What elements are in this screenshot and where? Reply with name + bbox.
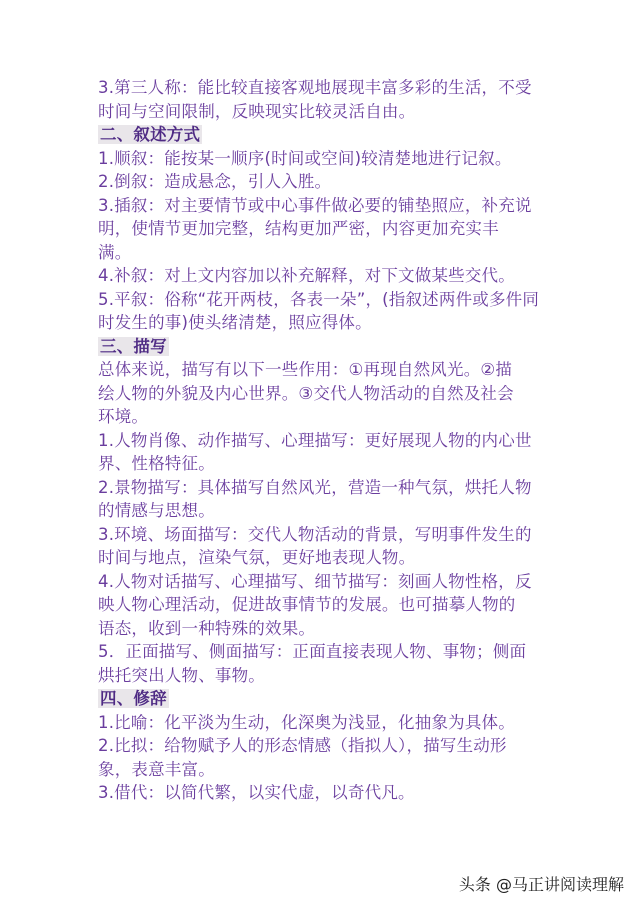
text-line: 3.环境、场面描写：交代人物活动的背景，写明事件发生的 bbox=[98, 524, 532, 544]
text-line: 满。 bbox=[98, 242, 132, 262]
text-line: 4.补叙：对上文内容加以补充解释，对下文做某些交代。 bbox=[98, 266, 515, 285]
section-heading bbox=[98, 687, 553, 711]
text-line: 时间与空间限制，反映现实比较灵活自由。 bbox=[98, 101, 416, 121]
text-line: 1.顺叙：能按某一顺序(时间或空间)较清楚地进行记叙。 bbox=[98, 148, 512, 168]
text-line: 象，表意丰富。 bbox=[98, 759, 215, 779]
text-line: 5.平叙：俗称“花开两枝，各表一朵”，(指叙述两件或多件同 bbox=[98, 289, 540, 309]
document-body bbox=[98, 76, 553, 805]
text-line: 明，使情节更加完整，结构更加严密，内容更加充实丰 bbox=[98, 219, 499, 238]
text-line: 的情感与思想。 bbox=[98, 501, 215, 520]
text-line: 4.人物对话描写、心理描写、细节描写：刻画人物性格，反 bbox=[98, 571, 532, 591]
text-line: 2.景物描写：具体描写自然风光，营造一种气氛，烘托人物 bbox=[98, 477, 532, 497]
text-line: 语态，收到一种特殊的效果。 bbox=[98, 618, 316, 638]
section-heading-label: 四、修辞 bbox=[100, 689, 167, 708]
text-line: 3.插叙：对主要情节或中心事件做必要的铺垫照应，补充说 bbox=[98, 195, 532, 215]
section-heading bbox=[98, 123, 553, 147]
watermark: 头条 @马正讲阅读理解 bbox=[458, 875, 624, 894]
section-heading-label: 三、描写 bbox=[100, 336, 167, 356]
text-line: 1.人物肖像、动作描写、心理描写：更好展现人物的内心世 bbox=[98, 430, 532, 450]
text-line: 2.比拟：给物赋予人的形态情感（指拟人），描写生动形 bbox=[98, 736, 507, 755]
text-line: 总体来说，描写有以下一些作用：①再现自然风光。②描 bbox=[98, 360, 513, 379]
text-line: 3.借代：以简代繁，以实代虚，以奇代凡。 bbox=[98, 783, 415, 802]
section-heading-label: 二、叙述方式 bbox=[100, 125, 201, 144]
text-line: 绘人物的外貌及内心世界。③交代人物活动的自然及社会 bbox=[98, 383, 514, 403]
text-line: 界、性格特征。 bbox=[98, 454, 215, 473]
text-line: 时间与地点，渲染气氛，更好地表现人物。 bbox=[98, 548, 416, 567]
text-line: 烘托突出人物、事物。 bbox=[98, 665, 265, 685]
text-line: 2.倒叙：造成悬念，引人入胜。 bbox=[98, 172, 332, 191]
text-line: 环境。 bbox=[98, 407, 149, 426]
section-heading bbox=[98, 335, 553, 359]
text-line: 5．正面描写、侧面描写：正面直接表现人物、事物；侧面 bbox=[98, 642, 527, 661]
text-line: 映人物心理活动，促进故事情节的发展。也可描摹人物的 bbox=[98, 595, 516, 614]
text-line: 1.比喻：化平淡为生动，化深奥为浅显，化抽象为具体。 bbox=[98, 712, 515, 732]
text-line: 3.第三人称：能比较直接客观地展现丰富多彩的生活，不受 bbox=[98, 78, 532, 97]
text-line: 时发生的事)使头绪清楚，照应得体。 bbox=[98, 313, 372, 332]
